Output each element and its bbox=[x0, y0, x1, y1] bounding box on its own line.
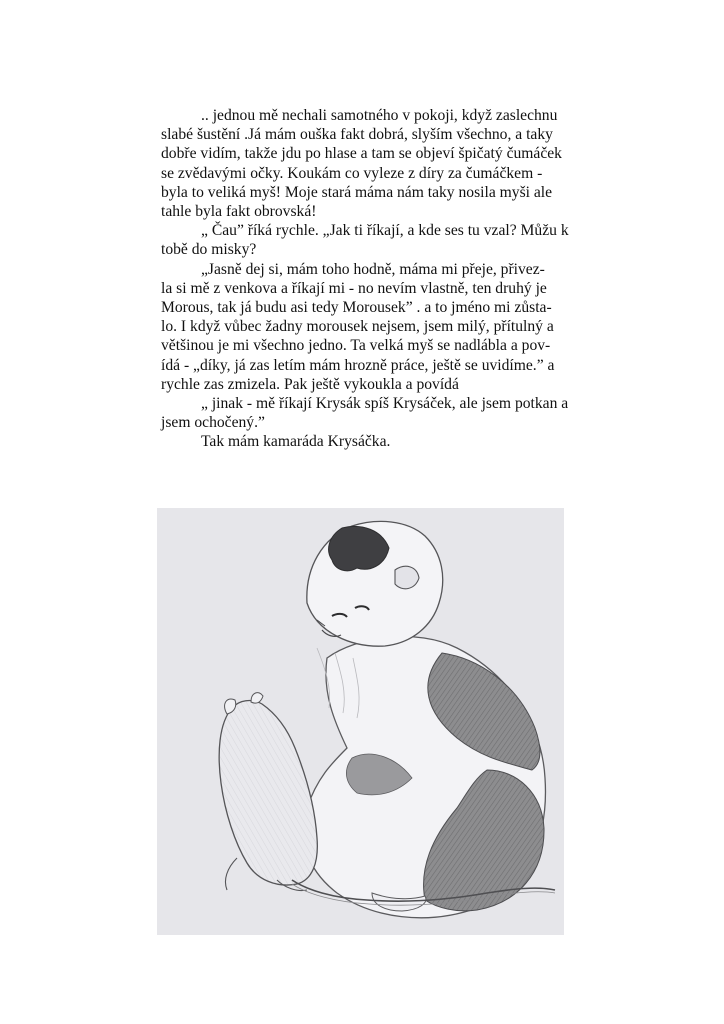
story-line: jsem ochočený.” bbox=[161, 414, 265, 432]
story-line: tobě do misky? bbox=[161, 241, 257, 259]
story-line: ídá - „díky, já zas letím mám hrozně práce, ještě se uvidíme.” a bbox=[161, 356, 555, 374]
story-line: dobře vidím, takže jdu po hlase a tam se objeví špičatý čumáček bbox=[161, 145, 562, 163]
story-line: byla to veliká myš! Moje stará máma nám taky nosila myši ale bbox=[161, 183, 553, 201]
story-line: většinou je mi všechno jedno. Ta velká myš se nadlábla a pov- bbox=[161, 337, 551, 355]
cat-and-rat-illustration bbox=[157, 508, 564, 935]
story-line: lo. I když vůbec žadny morousek nejsem, jsem milý, přítulný a bbox=[161, 318, 554, 336]
story-line: .. jednou mě nechali samotného v pokoji, když zaslechnu bbox=[201, 107, 558, 124]
story-line: tahle byla fakt obrovská! bbox=[161, 203, 317, 221]
story-line: se zvědavými očky. Koukám co vyleze z díry za čumáčkem - bbox=[161, 164, 543, 182]
sketch-drawing bbox=[157, 508, 564, 935]
story-line: „ jinak - mě říkají Krysák spíš Krysáček, ale jsem potkan a bbox=[201, 395, 569, 413]
story-line: slabé šustění .Já mám ouška fakt dobrá, slyším všechno, a taky bbox=[161, 126, 553, 144]
story-line: „Jasně dej si, mám toho hodně, máma mi přeje, přivez- bbox=[201, 260, 545, 278]
story-line: „ Čau” říká rychle. „Jak ti říkají, a kde ses tu vzal? Můžu k bbox=[201, 222, 569, 240]
story-text bbox=[161, 106, 577, 452]
story-line: Tak mám kamaráda Krysáčka. bbox=[201, 433, 391, 451]
story-line: Morous, tak já budu asi tedy Morousek” . a to jméno mi zůsta- bbox=[161, 299, 552, 317]
story-line: la si mě z venkova a říkají mi - no nevím vlastně, ten druhý je bbox=[161, 279, 547, 297]
story-line: rychle zas zmizela. Pak ještě vykoukla a povídá bbox=[161, 375, 459, 393]
